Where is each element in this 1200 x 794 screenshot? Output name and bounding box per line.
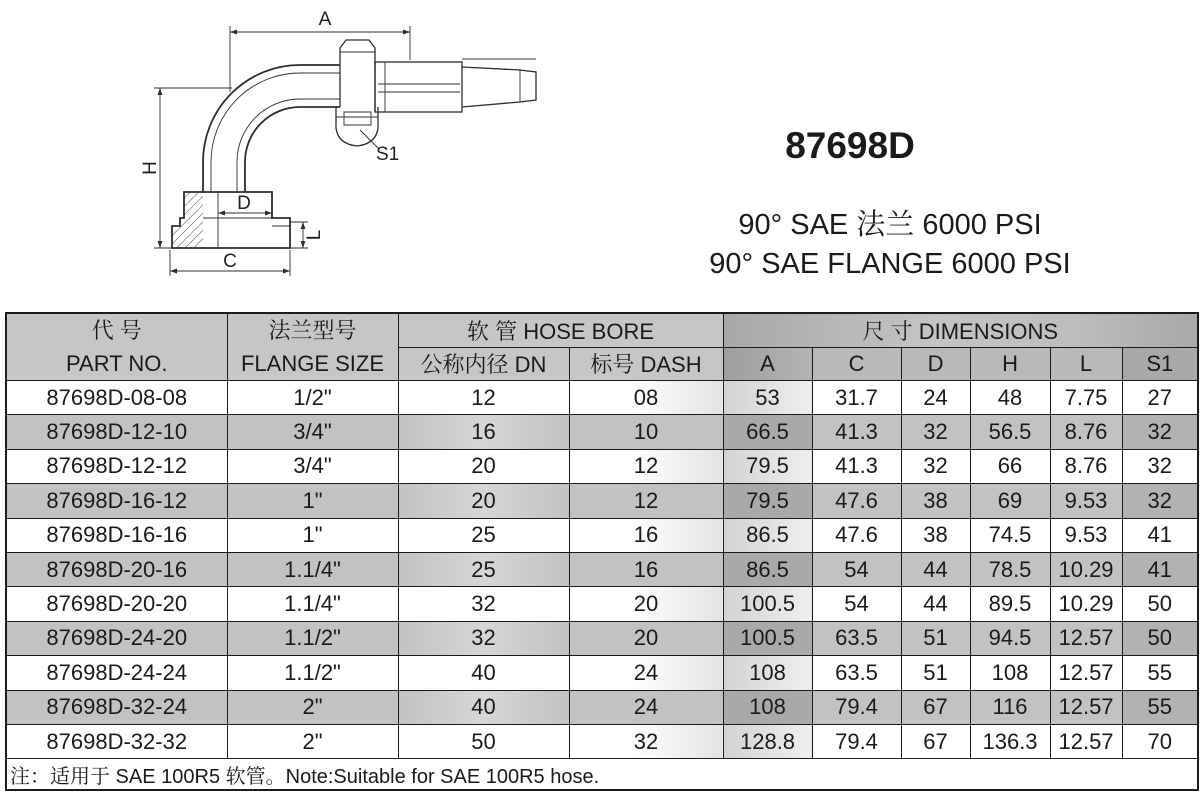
cell-l: 8.76 — [1050, 449, 1122, 483]
cell-part-no: 87698D-24-24 — [6, 656, 227, 690]
header-part-no-cn: 代 号 — [91, 318, 142, 343]
cell-d: 38 — [901, 518, 970, 552]
cell-part-no: 87698D-12-12 — [6, 449, 227, 483]
table-row — [6, 518, 1198, 552]
subtitle-en: 90° SAE FLANGE 6000 PSI — [709, 248, 1071, 280]
cell-flange-size: 2" — [227, 690, 398, 724]
cell-s1: 41 — [1122, 552, 1198, 586]
cell-part-no: 87698D-12-10 — [6, 415, 227, 449]
header-dash: 标号 DASH — [569, 347, 723, 380]
header-dn: 公称内径 DN — [398, 347, 569, 380]
cell-dash: 20 — [569, 587, 723, 621]
header-dim-l: L — [1050, 347, 1122, 380]
cell-dash: 16 — [569, 552, 723, 586]
footnote-row — [6, 759, 1198, 790]
cell-h: 66 — [970, 449, 1050, 483]
cell-c: 47.6 — [812, 484, 901, 518]
cell-d: 32 — [901, 415, 970, 449]
cell-d: 32 — [901, 449, 970, 483]
header-row — [6, 313, 1198, 347]
cell-c: 54 — [812, 552, 901, 586]
cell-dash: 10 — [569, 415, 723, 449]
dimension-s1 — [360, 130, 399, 165]
crimp-sleeve — [375, 62, 462, 112]
cell-part-no: 87698D-32-24 — [6, 690, 227, 724]
product-code: 87698D — [785, 125, 915, 166]
cell-d: 67 — [901, 724, 970, 758]
cell-h: 74.5 — [970, 518, 1050, 552]
cell-flange-size: 1.1/2" — [227, 656, 398, 690]
cell-dash: 24 — [569, 690, 723, 724]
cell-flange-size: 2" — [227, 724, 398, 758]
cell-flange-size: 1/2" — [227, 381, 398, 415]
cell-part-no: 87698D-08-08 — [6, 381, 227, 415]
cell-dn: 12 — [398, 381, 569, 415]
cell-c: 31.7 — [812, 381, 901, 415]
cell-dn: 25 — [398, 518, 569, 552]
dim-label-s1: S1 — [376, 144, 400, 165]
cell-a: 100.5 — [723, 621, 812, 655]
cell-s1: 41 — [1122, 518, 1198, 552]
hex-nut — [336, 40, 378, 146]
cell-a: 108 — [723, 690, 812, 724]
cell-h: 108 — [970, 656, 1050, 690]
dim-label-h: H — [140, 161, 161, 175]
dimension-d — [218, 193, 272, 214]
table-row — [6, 724, 1198, 758]
cell-dn: 20 — [398, 449, 569, 483]
cell-dash: 12 — [569, 449, 723, 483]
cell-s1: 27 — [1122, 381, 1198, 415]
header-dim-h: H — [970, 347, 1050, 380]
table-row — [6, 587, 1198, 621]
cell-dn: 32 — [398, 587, 569, 621]
footnote: 注：适用于 SAE 100R5 软管。Note:Suitable for SAE 100R5 hose. — [6, 759, 1198, 790]
cell-flange-size: 1" — [227, 484, 398, 518]
cell-l: 12.57 — [1050, 656, 1122, 690]
cell-a: 86.5 — [723, 552, 812, 586]
cell-s1: 32 — [1122, 415, 1198, 449]
cell-dn: 20 — [398, 484, 569, 518]
cell-part-no: 87698D-24-20 — [6, 621, 227, 655]
header-flange-size-en: FLANGE SIZE — [240, 351, 385, 376]
cell-l: 12.57 — [1050, 621, 1122, 655]
cell-h: 56.5 — [970, 415, 1050, 449]
cell-s1: 55 — [1122, 690, 1198, 724]
cell-h: 69 — [970, 484, 1050, 518]
table-row — [6, 552, 1198, 586]
cell-a: 108 — [723, 656, 812, 690]
cell-d: 51 — [901, 621, 970, 655]
cell-l: 7.75 — [1050, 381, 1122, 415]
table-row — [6, 621, 1198, 655]
elbow-body — [203, 65, 340, 192]
spec-table — [5, 312, 1199, 791]
header-dim-a: A — [723, 347, 812, 380]
cell-dn: 16 — [398, 415, 569, 449]
dim-label-l: L — [304, 229, 325, 241]
cell-c: 79.4 — [812, 724, 901, 758]
cell-l: 12.57 — [1050, 724, 1122, 758]
dim-label-d: D — [237, 193, 251, 214]
cell-part-no: 87698D-20-20 — [6, 587, 227, 621]
table-row — [6, 690, 1198, 724]
header-dim-c: C — [812, 347, 901, 380]
header-dimensions: 尺 寸 DIMENSIONS — [723, 313, 1198, 347]
cell-s1: 50 — [1122, 587, 1198, 621]
header-part-no — [6, 313, 227, 381]
header-hose-bore: 软 管 HOSE BORE — [398, 313, 723, 347]
cell-flange-size: 1.1/2" — [227, 621, 398, 655]
cell-part-no: 87698D-32-32 — [6, 724, 227, 758]
cell-a: 100.5 — [723, 587, 812, 621]
cell-dash: 16 — [569, 518, 723, 552]
cell-a: 66.5 — [723, 415, 812, 449]
cell-l: 10.29 — [1050, 587, 1122, 621]
cell-h: 78.5 — [970, 552, 1050, 586]
subtitle-cn: 90° SAE 法兰 6000 PSI — [738, 209, 1042, 241]
cell-flange-size: 1.1/4" — [227, 587, 398, 621]
cell-flange-size: 3/4" — [227, 415, 398, 449]
cell-a: 128.8 — [723, 724, 812, 758]
cell-d: 24 — [901, 381, 970, 415]
table-row — [6, 656, 1198, 690]
fitting-drawing — [0, 0, 560, 292]
cell-s1: 32 — [1122, 449, 1198, 483]
cell-dn: 32 — [398, 621, 569, 655]
cell-part-no: 87698D-20-16 — [6, 552, 227, 586]
flange-head — [172, 192, 290, 248]
cell-h: 136.3 — [970, 724, 1050, 758]
cell-h: 116 — [970, 690, 1050, 724]
cell-d: 38 — [901, 484, 970, 518]
cell-c: 79.4 — [812, 690, 901, 724]
cell-c: 63.5 — [812, 656, 901, 690]
cell-s1: 32 — [1122, 484, 1198, 518]
cell-dn: 40 — [398, 656, 569, 690]
cell-l: 10.29 — [1050, 552, 1122, 586]
cell-l: 8.76 — [1050, 415, 1122, 449]
table-row — [6, 484, 1198, 518]
cell-a: 86.5 — [723, 518, 812, 552]
table-row — [6, 381, 1198, 415]
cell-s1: 55 — [1122, 656, 1198, 690]
cell-dash: 12 — [569, 484, 723, 518]
dim-label-a: A — [318, 9, 332, 30]
cell-h: 89.5 — [970, 587, 1050, 621]
cell-c: 54 — [812, 587, 901, 621]
header-dim-d: D — [901, 347, 970, 380]
cell-dash: 32 — [569, 724, 723, 758]
cell-l: 9.53 — [1050, 518, 1122, 552]
dimension-c — [170, 250, 290, 276]
cell-h: 48 — [970, 381, 1050, 415]
cell-a: 53 — [723, 381, 812, 415]
cell-c: 63.5 — [812, 621, 901, 655]
table-body — [6, 381, 1198, 759]
cell-l: 12.57 — [1050, 690, 1122, 724]
dimension-a — [230, 9, 410, 92]
header-flange-size — [227, 313, 398, 381]
cell-d: 44 — [901, 587, 970, 621]
cell-dn: 25 — [398, 552, 569, 586]
cell-c: 41.3 — [812, 449, 901, 483]
header-dim-s1: S1 — [1122, 347, 1198, 380]
cell-flange-size: 3/4" — [227, 449, 398, 483]
cell-flange-size: 1" — [227, 518, 398, 552]
cell-s1: 50 — [1122, 621, 1198, 655]
cell-c: 41.3 — [812, 415, 901, 449]
cell-s1: 70 — [1122, 724, 1198, 758]
cell-dash: 20 — [569, 621, 723, 655]
table-row — [6, 415, 1198, 449]
cell-dash: 24 — [569, 656, 723, 690]
dim-label-c: C — [223, 251, 237, 272]
cell-part-no: 87698D-16-12 — [6, 484, 227, 518]
cell-a: 79.5 — [723, 449, 812, 483]
header-part-no-en: PART NO. — [66, 351, 168, 376]
cell-d: 51 — [901, 656, 970, 690]
cell-l: 9.53 — [1050, 484, 1122, 518]
cell-dn: 40 — [398, 690, 569, 724]
cell-h: 94.5 — [970, 621, 1050, 655]
table-row — [6, 449, 1198, 483]
cell-flange-size: 1.1/4" — [227, 552, 398, 586]
hose-stem — [462, 59, 536, 107]
dimension-l — [290, 222, 325, 248]
cell-dash: 08 — [569, 381, 723, 415]
cell-d: 44 — [901, 552, 970, 586]
cell-dn: 50 — [398, 724, 569, 758]
cell-a: 79.5 — [723, 484, 812, 518]
cell-d: 67 — [901, 690, 970, 724]
cell-c: 47.6 — [812, 518, 901, 552]
cell-part-no: 87698D-16-16 — [6, 518, 227, 552]
header-flange-size-cn: 法兰型号 — [268, 318, 357, 343]
